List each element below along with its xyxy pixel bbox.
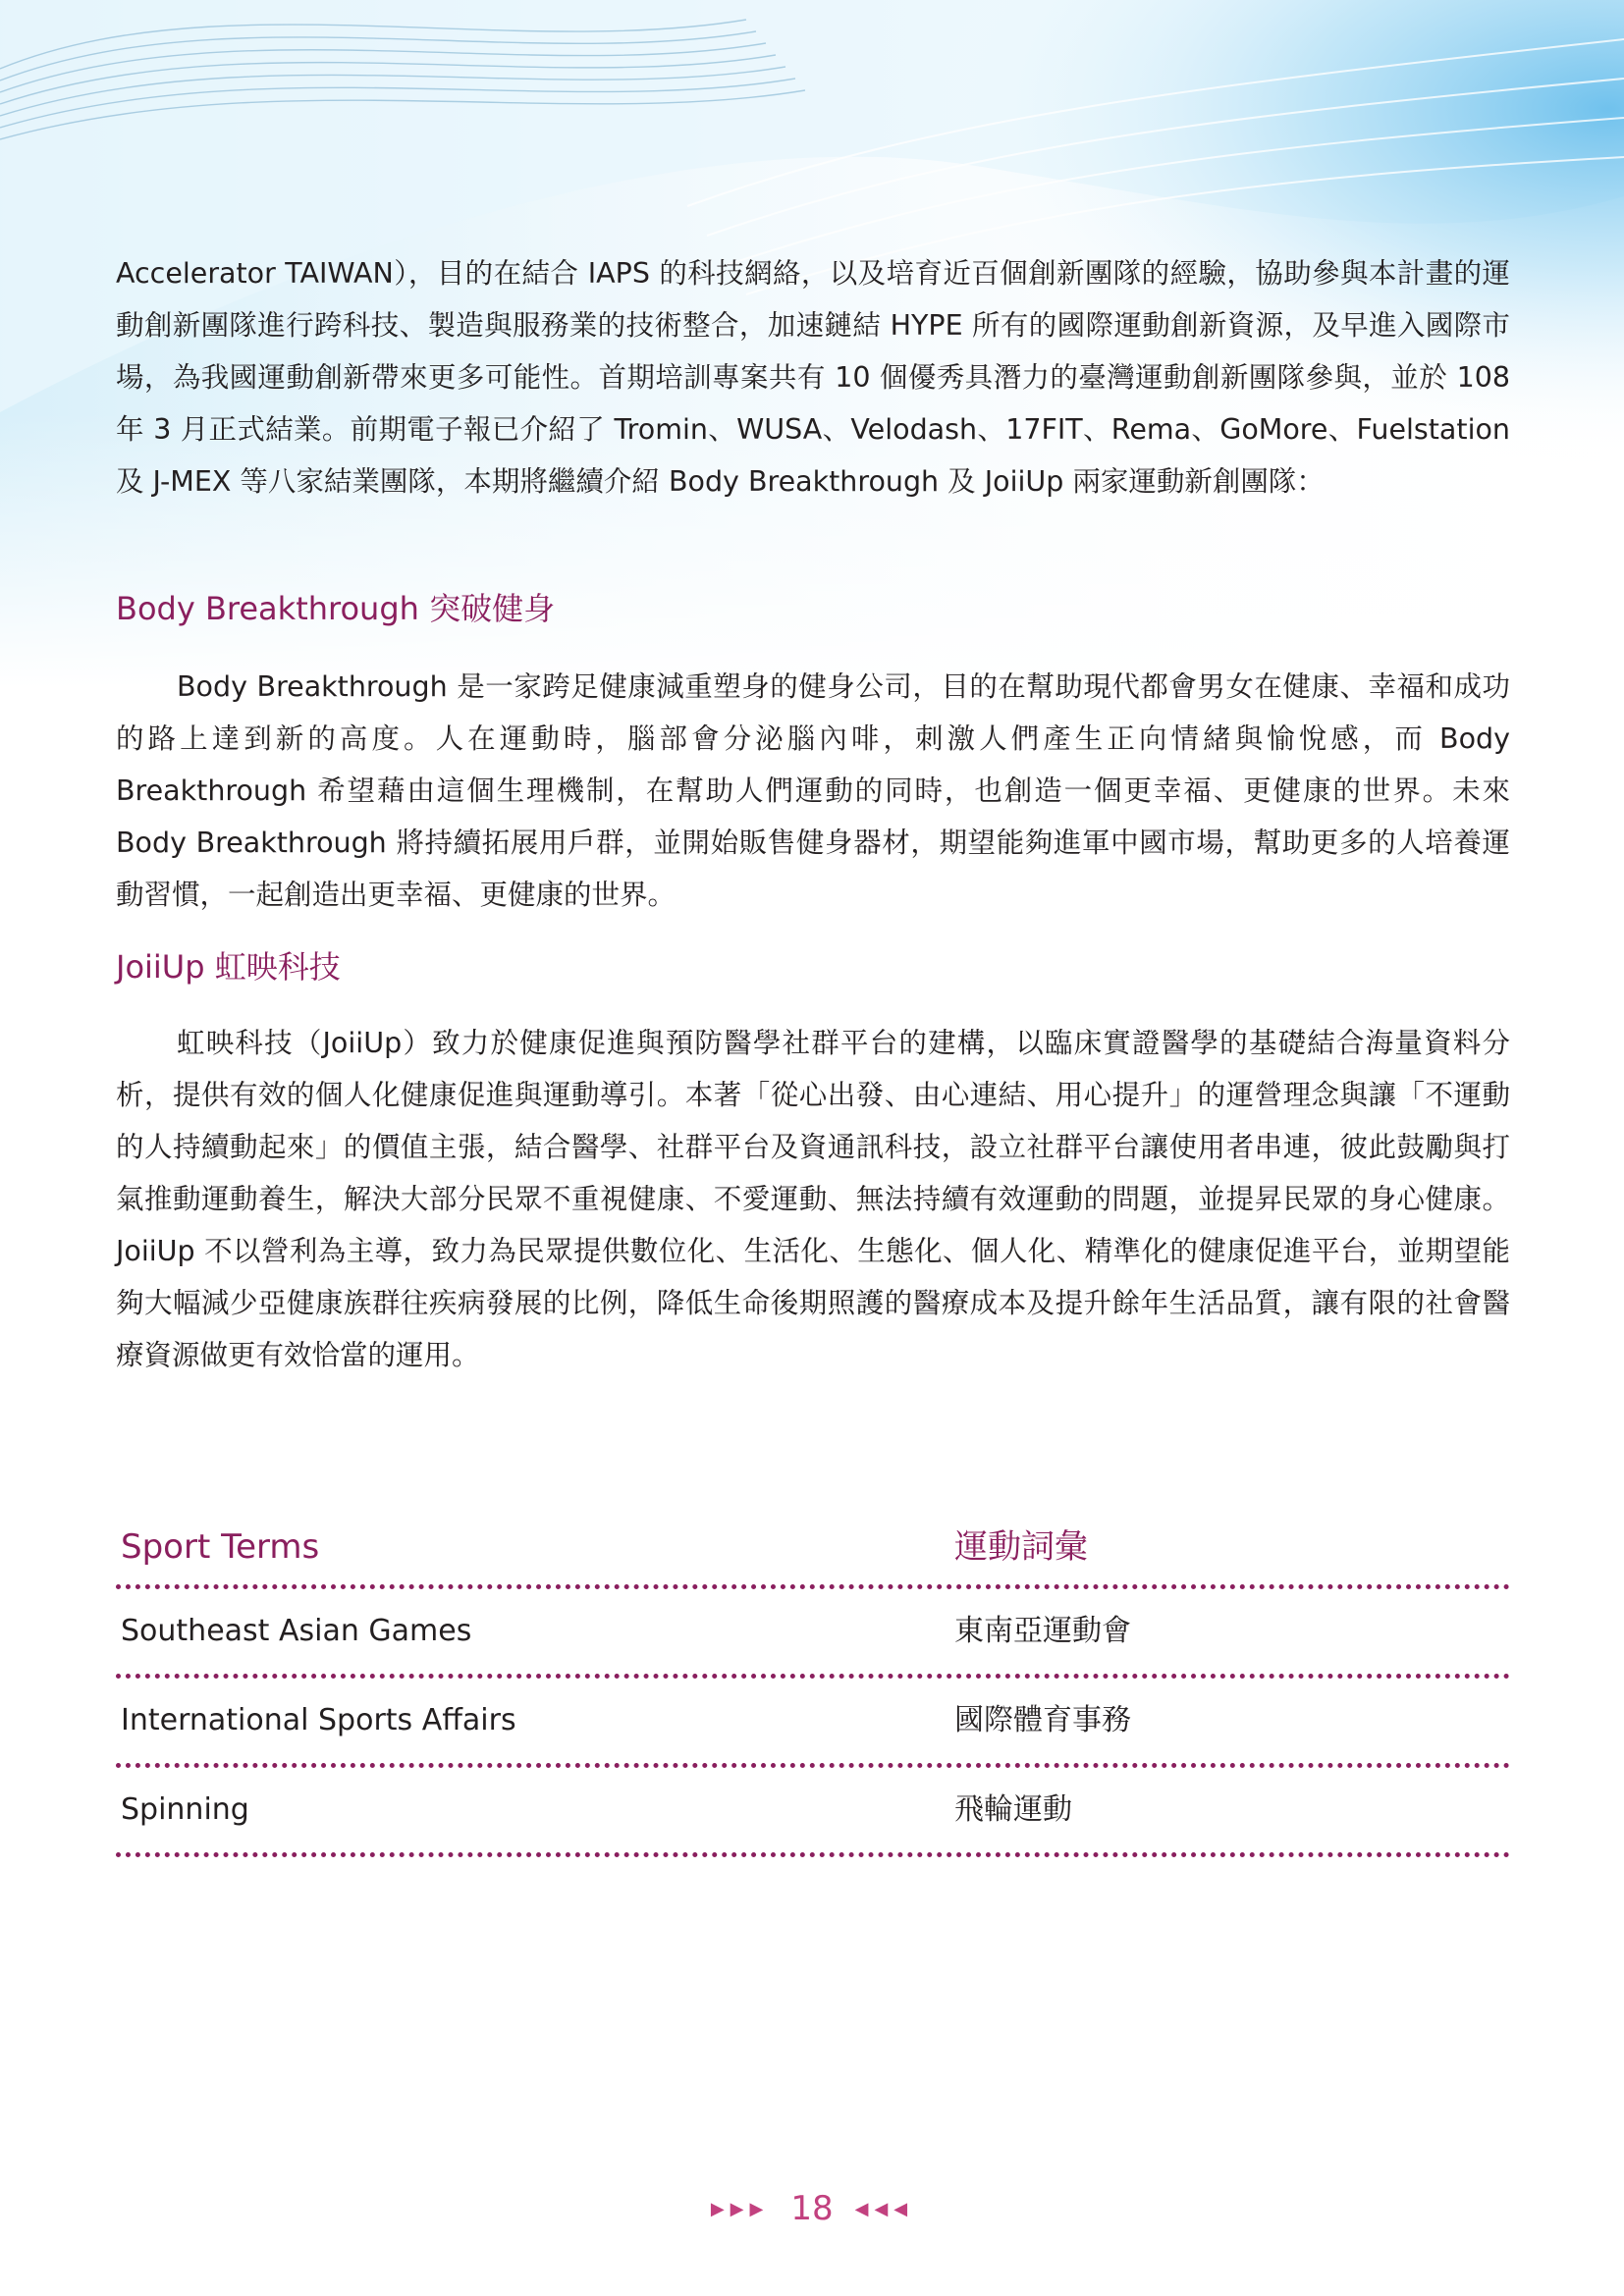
joiiup-paragraph: 虹映科技（JoiiUp）致力於健康促進與預防醫學社群平台的建構，以臨床實證醫學的基礎結合海量資料分析，提供有效的個人化健康促進與運動導引。本著「從心出發、由心連結、用心提升」的運營理念與讓「不運動的人持續動起來」的價值主張，結合醫學、社群平台及資通訊科技，設立社群平台讓使用者串連，彼此鼓勵與打氣推動運動養生，解決大部分民眾不重視健康、不愛運動、無法持續有效運動的問題，並提昇民眾的身心健康。JoiiUp 不以營利為主導，致力為民眾提供數位化、生活化、生態化、個人化、精準化的健康促進平台，並期望能夠大幅減少亞健康族群往疾病發展的比例，降低生命後期照護的醫療成本及提升餘年生活品質，讓有限的社會醫療資源做更有效恰當的運用。: [116, 1027, 1510, 1371]
term-en: Spinning: [121, 1792, 249, 1827]
intro-paragraph: Accelerator TAIWAN），目的在結合 IAPS 的科技網絡，以及培育近百個創新團隊的經驗，協助參與本計畫的運動創新團隊進行跨科技、製造與服務業的技術整合，加速鏈結 HYPE 所有的國際運動創新資源，及早進入國際市場，為我國運動創新帶來更多可能性。首期培訓專案共有 10 個優秀具潛力的臺灣運動創新團隊參與，並於 108 年 3 月正式結業。前期電子報已介紹了 Tromin、WUSA、Velodash、17FIT、Rema、GoMore、Fuelstation 及 J-MEX 等八家結業團隊，本期將繼續介紹 Body Breakthrough 及 JoiiUp 兩家運動新創團隊：: [116, 257, 1510, 498]
term-zh: 飛輪運動: [954, 1792, 1072, 1827]
table-row: [116, 1589, 1510, 1679]
left-arrows-icon: ◀◀◀: [854, 2198, 914, 2219]
term-zh: 國際體育事務: [954, 1703, 1131, 1737]
term-zh: 東南亞運動會: [954, 1614, 1131, 1648]
sport-terms-table: [116, 1512, 1510, 1857]
terms-header-en: Sport Terms: [121, 1527, 320, 1567]
term-en: Southeast Asian Games: [121, 1614, 472, 1648]
body-breakthrough-paragraph: Body Breakthrough 是一家跨足健康減重塑身的健身公司，目的在幫助現代都會男女在健康、幸福和成功的路上達到新的高度。人在運動時，腦部會分泌腦內啡，刺激人們產生正向情緒與愉悅感，而 Body Breakthrough 希望藉由這個生理機制，在幫助人們運動的同時，也創造一個更幸福、更健康的世界。未來 Body Breakthrough 將持續拓展用戶群，並開始販售健身器材，期望能夠進軍中國市場，幫助更多的人培養運動習慣，一起創造出更幸福、更健康的世界。: [116, 670, 1510, 911]
terms-header-zh: 運動詞彙: [954, 1527, 1088, 1567]
section-heading-joiiup: JoiiUp 虹映科技: [116, 948, 341, 986]
table-row: [116, 1768, 1510, 1857]
section-heading-body-breakthrough: Body Breakthrough 突破健身: [116, 590, 556, 627]
term-en: International Sports Affairs: [121, 1703, 516, 1737]
page-number: 18: [790, 2189, 834, 2228]
table-row: [116, 1679, 1510, 1768]
right-arrows-icon: ▶▶▶: [710, 2198, 770, 2219]
page-footer: [0, 2181, 1624, 2236]
sport-terms-header: [116, 1512, 1510, 1589]
